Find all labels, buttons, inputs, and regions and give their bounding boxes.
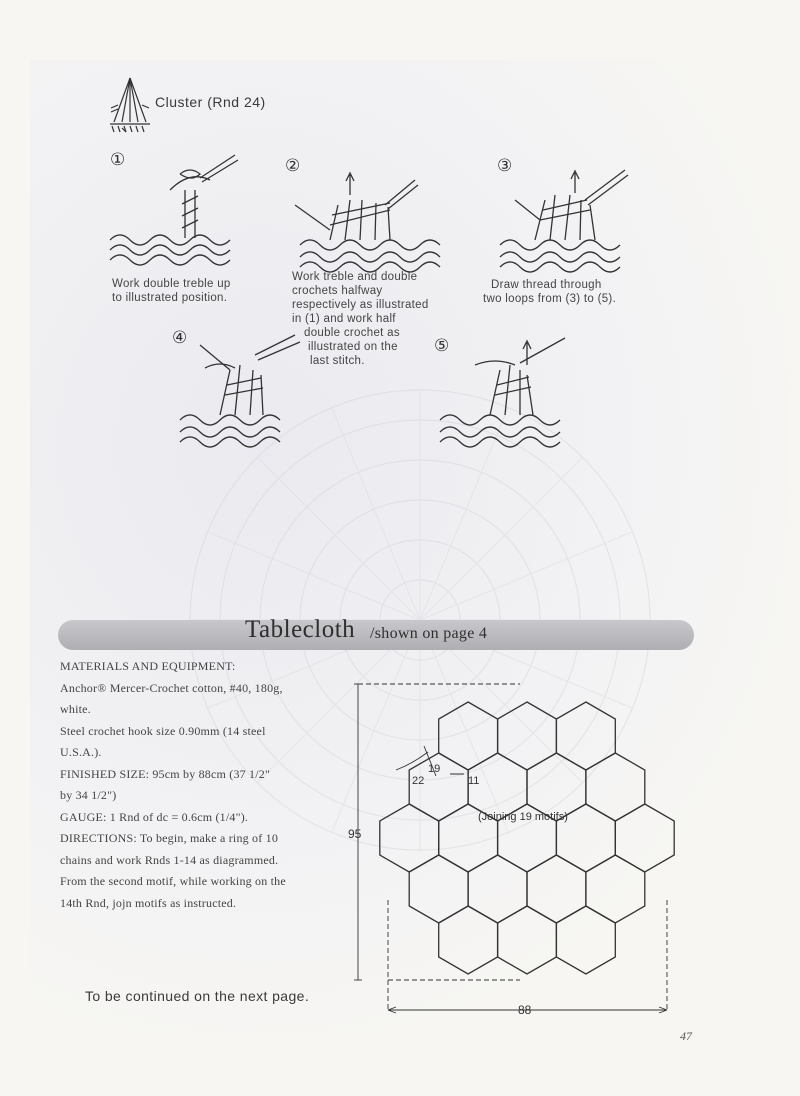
- step-2-caption: [292, 270, 429, 368]
- crochet-illustration-4-icon: [175, 330, 305, 450]
- body-line: chains and work Rnds 1-14 as diagrammed.: [60, 852, 279, 867]
- hexagon-motifs: [380, 702, 674, 974]
- width-label: 88: [518, 1003, 532, 1017]
- hexagon-motif: [586, 855, 645, 923]
- step-3-caption: [483, 278, 616, 306]
- body-line: Anchor® Mercer-Crochet cotton, #40, 180g,: [60, 680, 283, 695]
- caption-line: to illustrated position.: [112, 292, 228, 304]
- hexagon-motif: [615, 804, 674, 872]
- page-number: 47: [680, 1029, 692, 1043]
- joining-label: (Joining 19 motifs): [478, 811, 568, 823]
- caption-line: Work double treble up: [112, 278, 231, 290]
- section-title: Tablecloth: [245, 616, 356, 643]
- dimension-lines: [354, 684, 667, 1013]
- label-22: 22: [412, 775, 425, 787]
- section-subtitle: /shown on page 4: [370, 625, 488, 642]
- hexagon-motif: [409, 855, 468, 923]
- instructions-body: [60, 656, 330, 914]
- hexagon-motif: [556, 906, 615, 974]
- hexagon-motif: [439, 702, 498, 770]
- caption-line: two loops from (3) to (5).: [483, 293, 617, 305]
- caption-line: in (1) and work half: [292, 313, 396, 325]
- crochet-illustration-2-icon: [290, 165, 445, 275]
- body-line: Steel crochet hook size 0.90mm (14 steel: [60, 723, 266, 738]
- caption-line: respectively as illustrated: [292, 299, 429, 311]
- caption-line: Work treble and double: [292, 271, 418, 283]
- body-line: 14th Rnd, jojn motifs as instructed.: [60, 895, 237, 910]
- hexagon-motif: [556, 702, 615, 770]
- hexagon-motif: [498, 906, 557, 974]
- step-1-caption: [112, 277, 231, 305]
- hexagon-motif: [498, 702, 557, 770]
- step-number-1: ①: [110, 150, 126, 170]
- caption-line: last stitch.: [310, 355, 365, 367]
- cluster-symbol-icon: [108, 74, 153, 136]
- body-line: FINISHED SIZE: 95cm by 88cm (37 1/2": [60, 766, 271, 781]
- step-number-2: ②: [285, 156, 301, 176]
- body-line: U.S.A.).: [60, 745, 102, 759]
- body-line: white.: [60, 702, 91, 716]
- crochet-illustration-3-icon: [495, 165, 635, 275]
- body-line: From the second motif, while working on the: [60, 874, 286, 888]
- crochet-illustration-5-icon: [435, 335, 575, 450]
- hexagon-motif: [586, 753, 645, 821]
- label-19: 19: [428, 763, 441, 775]
- caption-line: illustrated on the: [308, 341, 398, 353]
- hexagon-motif: [527, 855, 586, 923]
- caption-line: crochets halfway: [292, 285, 383, 297]
- hexagon-layout-diagram: [340, 670, 700, 1020]
- step-number-3: ③: [497, 156, 513, 176]
- continued-note: To be continued on the next page.: [85, 988, 310, 1004]
- crochet-illustration-1-icon: [100, 150, 240, 275]
- caption-line: double crochet as: [304, 327, 400, 339]
- body-line: MATERIALS AND EQUIPMENT:: [60, 659, 236, 673]
- body-line: GAUGE: 1 Rnd of dc = 0.6cm (1/4").: [60, 809, 249, 824]
- hexagon-motif: [380, 804, 439, 872]
- height-label: 95: [348, 827, 362, 841]
- hexagon-motif: [439, 906, 498, 974]
- label-11: 11: [468, 775, 480, 787]
- step-number-5: ⑤: [434, 336, 450, 356]
- cluster-title: Cluster (Rnd 24): [155, 94, 266, 110]
- hexagon-motif: [468, 855, 527, 923]
- body-line: by 34 1/2"): [60, 788, 117, 802]
- body-line: DIRECTIONS: To begin, make a ring of 10: [60, 831, 279, 845]
- step-number-4: ④: [172, 328, 188, 348]
- caption-line: Draw thread through: [491, 279, 602, 291]
